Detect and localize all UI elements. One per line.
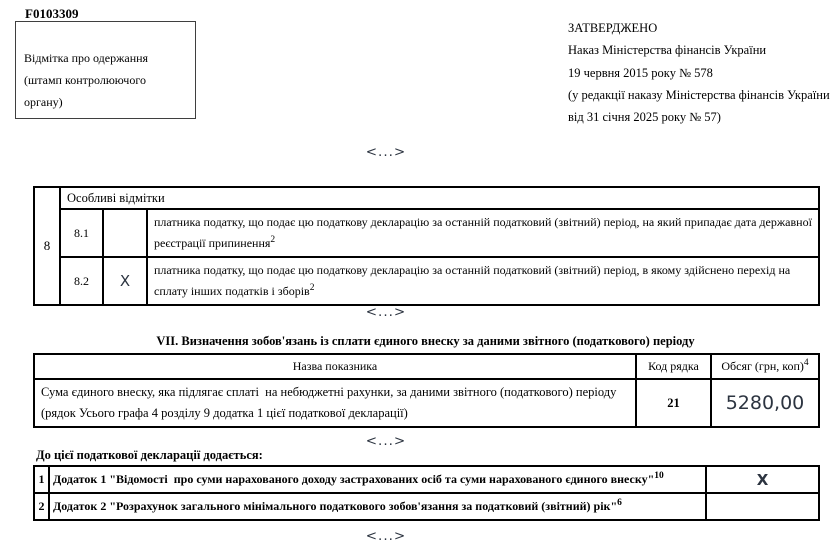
attachment-description-text: Додаток 1 "Відомості про суми нарахованого доходу застрахованих осіб та суми нарахованого єдиного внеску": [53, 472, 655, 486]
mark-code-8-2: 8.2: [60, 257, 103, 305]
column-header-indicator-name: Назва показника: [34, 354, 636, 379]
omitted-content-marker: <...>: [365, 433, 407, 449]
attachment-description-text: Додаток 2 "Розрахунок загального мінімального податкового зобов'язання за податковий (звітний) рік": [53, 499, 618, 513]
omitted-content-marker: <...>: [365, 528, 407, 544]
attachment-mark-1: X: [706, 466, 819, 493]
mark-description-text: платника податку, що подає цю податкову декларацію за останній податковий (звітний) період, в якому здійснено перехід на сплату інших податків і зборів: [154, 263, 791, 298]
approval-line-date: 19 червня 2015 року № 578: [568, 65, 713, 80]
mark-checkbox-8-1: [103, 209, 147, 257]
stamp-box-line-1: Відмітка про одержання: [24, 51, 149, 65]
row-code-value: 21: [636, 379, 711, 427]
column-header-amount-text: Обсяг (грн, коп): [721, 359, 804, 373]
form-code: F0103309: [25, 6, 79, 21]
attachment-number-1: 1: [34, 466, 49, 493]
mark-code-8-1: 8.1: [60, 209, 103, 257]
footnote-ref: 2: [309, 283, 315, 293]
mark-description-text: платника податку, що подає цю податкову декларацію за останній податковий (звітний) період, на який припадає дата державної реєстрації припинення: [154, 215, 812, 250]
mark-checkbox-8-2: X: [103, 257, 147, 305]
attachment-description-2: [49, 493, 706, 520]
attachments-table: [33, 465, 820, 521]
approval-line-revision: (у редакції наказу Міністерства фінансів України: [568, 87, 830, 102]
special-marks-header: Особливі відмітки: [60, 187, 819, 209]
indicator-name-cell: [34, 379, 636, 427]
table-row: [34, 257, 819, 305]
attachment-description-1: [49, 466, 706, 493]
mark-description-8-2: [147, 257, 819, 305]
table-row: [34, 379, 819, 427]
mark-description-8-1: [147, 209, 819, 257]
section-7-table: [33, 353, 820, 428]
section-7-title: VII. Визначення зобов'язань із сплати єдиного внеску за даними звітного (податкового) періоду: [156, 334, 695, 348]
receipt-stamp-box: [15, 21, 196, 119]
amount-value: 5280,00: [711, 379, 819, 427]
omitted-content-marker: <...>: [365, 144, 407, 160]
omitted-content-marker: <...>: [365, 304, 407, 320]
approval-line-order: Наказ Міністерства фінансів України: [568, 43, 767, 58]
approval-line-approved: ЗАТВЕРДЖЕНО: [568, 21, 658, 35]
table-row: [34, 209, 819, 257]
approval-line-revision-date: від 31 січня 2025 року № 57): [568, 110, 721, 125]
footnote-ref: 4: [803, 358, 809, 368]
column-header-row-code: Код рядка: [636, 354, 711, 379]
indicator-name-line-1: Сума єдиного внеску, яка підлягає сплаті на небюджетні рахунки, за даними звітного (податкового) періоду: [41, 385, 617, 399]
table-row: [34, 466, 819, 493]
stamp-box-line-2: (штамп контролюючого органу): [24, 73, 146, 109]
footnote-ref: 6: [617, 498, 622, 508]
footnote-ref: 2: [270, 235, 276, 245]
table-row: [34, 493, 819, 520]
approval-block: [568, 17, 830, 128]
attachment-number-2: 2: [34, 493, 49, 520]
special-marks-row-number: 8: [34, 187, 60, 305]
attachment-mark-2: [706, 493, 819, 520]
indicator-name-line-2: (рядок Усього графа 4 розділу 9 додатка 1 цієї податкової декларації): [41, 406, 408, 420]
table-header-row: [34, 354, 819, 379]
column-header-amount: [711, 354, 819, 379]
attachments-title: До цієї податкової декларації додається:: [36, 448, 263, 462]
footnote-ref: 10: [654, 471, 664, 481]
special-marks-table: [33, 186, 820, 306]
